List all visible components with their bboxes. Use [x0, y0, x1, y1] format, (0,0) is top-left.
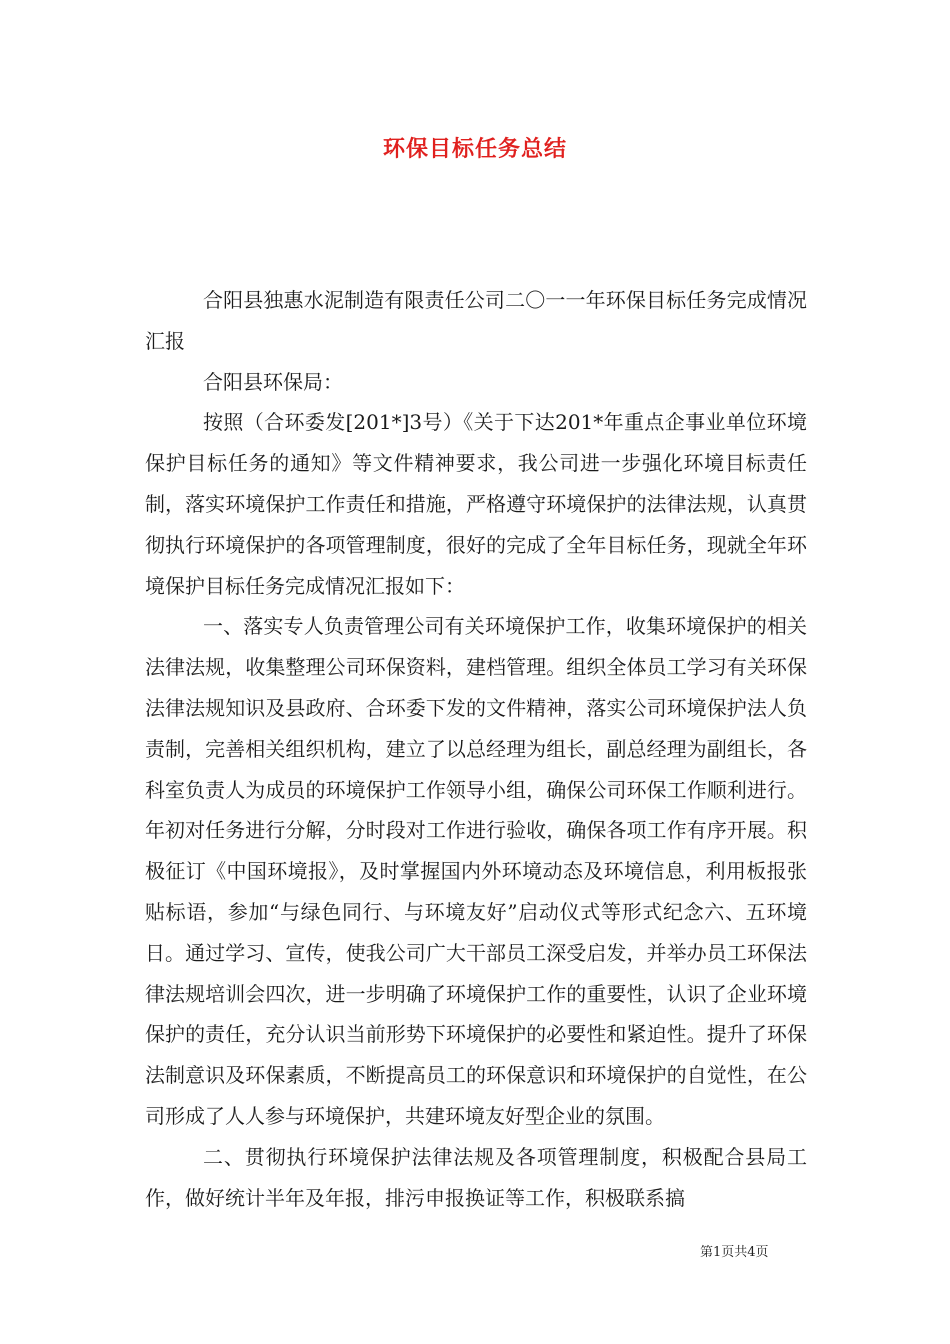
paragraph-section-one: 一、落实专人负责管理公司有关环境保护工作，收集环境保护的相关法律法规，收集整理公司环保资料，建档管理。组织全体员工学习有关环保法律法规知识及县政府、合环委下发的文件精神，落实公司环境保护法人负责制，完善相关组织机构，建立了以总经理为组长，副总经理为副组长，各科室负责人为成员的环境保护工作领导小组，确保公司环保工作顺利进行。年初对任务进行分解，分时段对工作进行验收，确保各项工作有序开展。积极征订《中国环境报》，及时掌握国内外环境动态及环境信息，利用板报张贴标语，参加“与绿色同行、与环境友好”启动仪式等形式纪念六、五环境日。通过学习、宣传，使我公司广大干部员工深受启发，并举办员工环保法律法规培训会四次，进一步明确了环境保护工作的重要性，认识了企业环境保护的责任，充分认识当前形势下环境保护的必要性和紧迫性。提升了环保法制意识及环保素质，不断提高员工的环保意识和环境保护的自觉性，在公司形成了人人参与环境保护，共建环境友好型企业的氛围。	[145, 614, 807, 1128]
paragraph-heading-line: 合阳县独惠水泥制造有限责任公司二〇一一年环保目标任务完成情况汇报	[145, 288, 807, 353]
document-body	[145, 280, 807, 1218]
paragraph-intro: 按照（合环委发[201*]3号）《关于下达201*年重点企事业单位环境保护目标任务的通知》等文件精神要求，我公司进一步强化环境目标责任制，落实环境保护工作责任和措施，严格遵守环境保护的法律法规，认真贯彻执行环境保护的各项管理制度，很好的完成了全年目标任务，现就全年环境保护目标任务完成情况汇报如下：	[145, 410, 807, 598]
page-number: 第1页共4页	[700, 1245, 769, 1260]
paragraph-addressee: 合阳县环保局：	[203, 369, 343, 394]
paragraph-section-two: 二、贯彻执行环境保护法律法规及各项管理制度，积极配合县局工作，做好统计半年及年报，排污申报换证等工作，积极联系搞	[145, 1144, 807, 1210]
document-title: 环保目标任务总结	[382, 136, 567, 162]
